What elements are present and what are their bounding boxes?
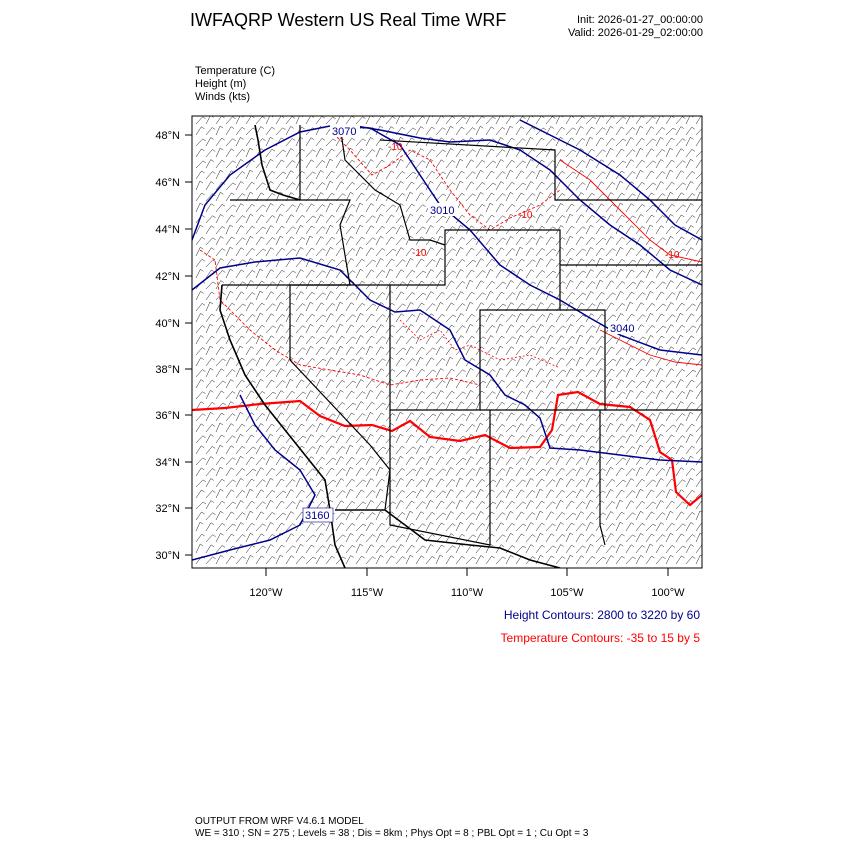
lon-label: 100°W — [651, 587, 685, 599]
field-label-height: Height (m) — [195, 78, 247, 90]
lat-label: 38°N — [155, 364, 180, 376]
latitude-ticks — [185, 135, 192, 555]
model-info-line1: OUTPUT FROM WRF V4.6.1 MODEL — [195, 816, 364, 827]
lon-label: 115°W — [350, 587, 384, 599]
field-label-temperature: Temperature (C) — [195, 65, 276, 77]
longitude-labels — [249, 587, 685, 599]
lat-label: 48°N — [155, 130, 180, 142]
height-contours-legend: Height Contours: 2800 to 3220 by 60 — [503, 608, 700, 622]
chart-title: IWFAQRP Western US Real Time WRF — [190, 10, 507, 30]
lat-label: 30°N — [155, 550, 180, 562]
height-contour-label: 3040 — [610, 323, 635, 335]
lat-label: 36°N — [155, 410, 180, 422]
lat-label: 34°N — [155, 457, 180, 469]
temperature-contour-label: -10 — [665, 250, 680, 261]
temperature-contour-label: -10 — [412, 248, 427, 259]
lat-label: 46°N — [155, 177, 180, 189]
field-label-winds: Winds (kts) — [195, 91, 250, 103]
lat-label: 40°N — [155, 318, 180, 330]
lon-label: 110°W — [450, 587, 484, 599]
model-info-line2: WE = 310 ; SN = 275 ; Levels = 38 ; Dis = 8km ; Phys Opt = 8 ; PBL Opt = 1 ; Cu Opt = 3 — [195, 828, 589, 839]
lat-label: 42°N — [155, 271, 180, 283]
valid-time: Valid: 2026-01-29_02:00:00 — [568, 27, 703, 39]
lon-label: 120°W — [249, 587, 283, 599]
init-time: Init: 2026-01-27_00:00:00 — [577, 14, 703, 26]
temperature-contour-label: -10 — [518, 210, 533, 221]
lat-label: 44°N — [155, 224, 180, 236]
lat-label: 32°N — [155, 503, 180, 515]
lon-label: 105°W — [550, 587, 584, 599]
height-contour-label: 3160 — [305, 510, 330, 522]
temperature-contour-label: -10 — [388, 142, 403, 153]
latitude-labels — [155, 130, 180, 562]
temperature-contours-legend: Temperature Contours: -35 to 15 by 5 — [500, 631, 700, 645]
height-contour-label: 3010 — [430, 205, 455, 217]
height-contour-label: 3070 — [332, 126, 357, 138]
longitude-ticks — [266, 568, 668, 576]
